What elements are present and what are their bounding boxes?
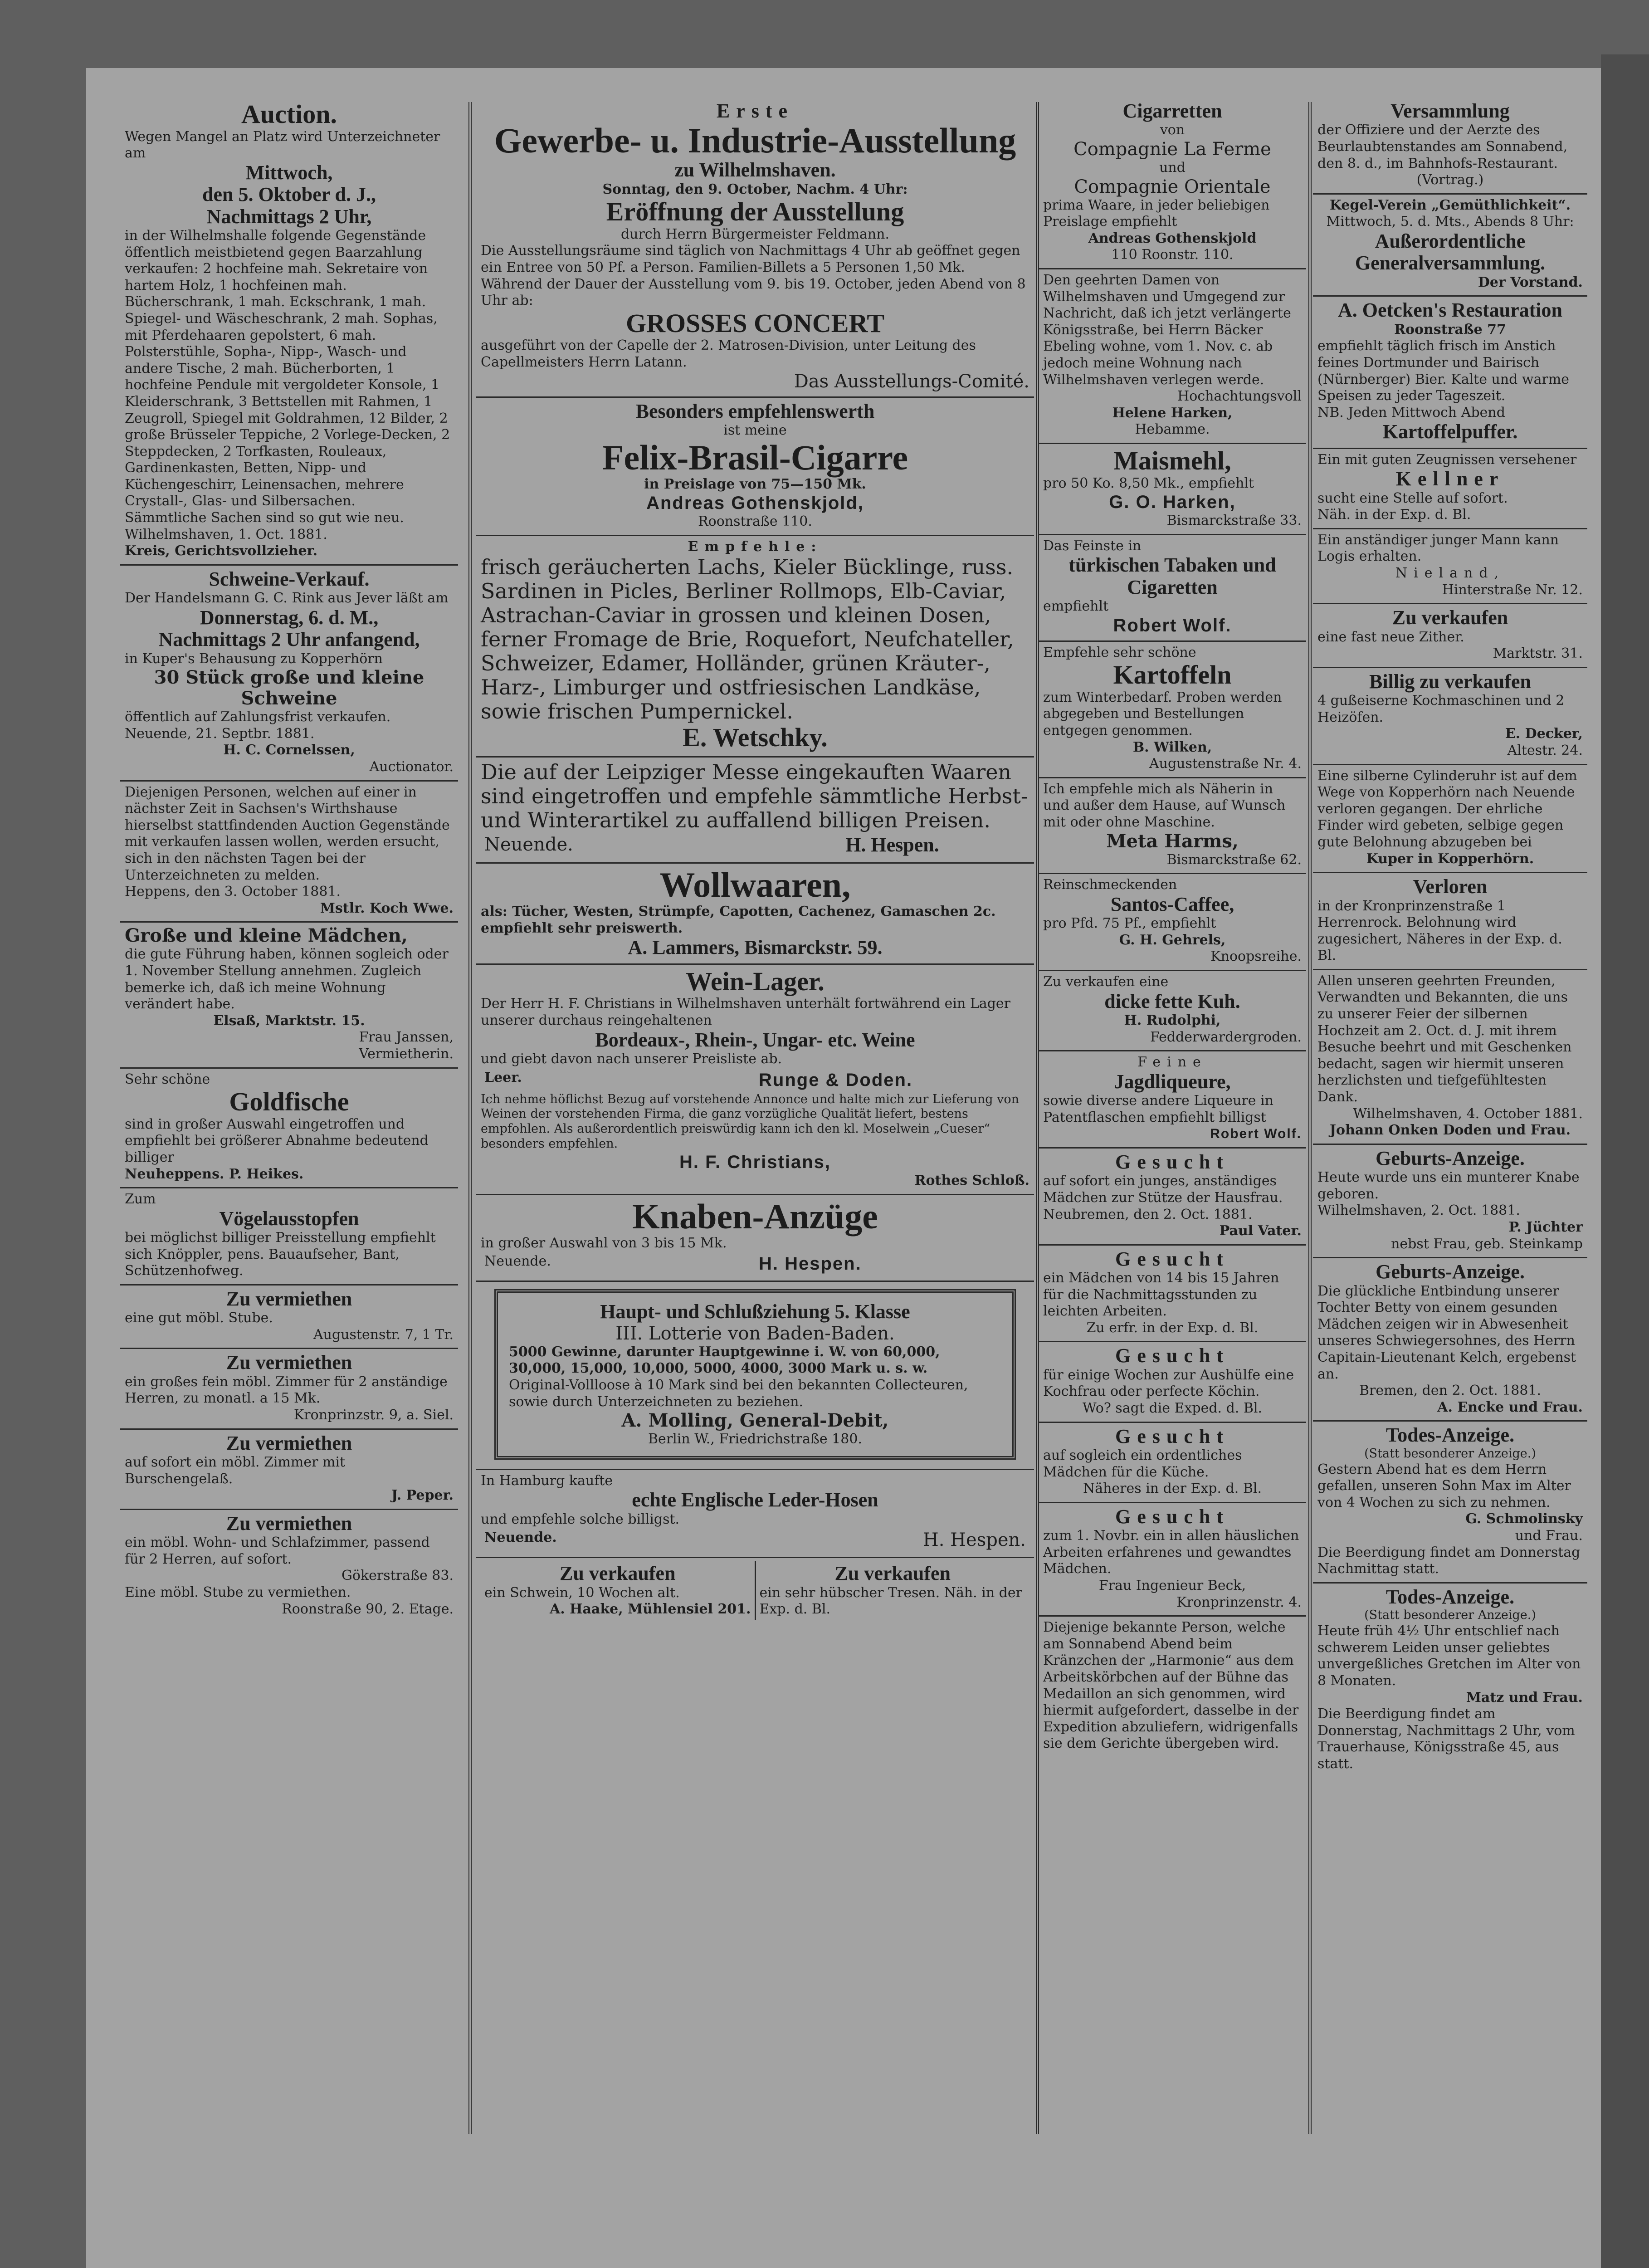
ad-role: Auctionator. — [369, 759, 454, 775]
ad-title: Vögelausstopfen — [219, 1207, 359, 1230]
ad-title: türkischen Tabaken und Cigaretten — [1068, 554, 1276, 598]
ad-address: Knoopsreihe. — [1210, 948, 1302, 965]
ad-address: Bismarckstraße 33. — [1166, 513, 1302, 529]
ad-time: Nachmittags 2 Uhr anfangend, — [158, 628, 420, 651]
ad-price: in Preislage von 75—150 Mk. — [644, 476, 866, 492]
ad-text: Sehr schöne — [125, 1071, 210, 1087]
ad-title: Haupt- und Schlußziehung 5. Klasse — [600, 1300, 910, 1323]
ad-signature: G. H. Gehrels, — [1119, 932, 1226, 948]
ad-exhibition — [476, 98, 1034, 398]
ad-address: Augustenstr. 7, 1 Tr. — [313, 1326, 454, 1343]
ad-address: Roonstraße 77 — [1394, 321, 1506, 337]
ad-title: Zu verkaufen — [834, 1562, 951, 1585]
ad-subtitle: zu Wilhelmshaven. — [674, 159, 836, 181]
ad-address: Berlin W., Friedrichstraße 180. — [648, 1431, 862, 1447]
ad-sale-counter — [755, 1561, 1030, 1620]
ad-text: die gute Führung haben, können sogleich oder 1. November Stellung annehmen. Zugleich bemerke ich, daß ich meine Wohnung verändert habe. — [125, 946, 449, 1012]
ad-signature: E. Wetschky. — [683, 722, 828, 752]
ad-address: Roonstraße 110. — [698, 513, 812, 530]
ad-address: Roonstraße 90, 2. Etage. — [282, 1601, 454, 1617]
ad-zither — [1313, 604, 1587, 668]
ad-text: Empfehle sehr schöne — [1043, 644, 1196, 660]
ad-text: Die Ausstellungsräume sind täglich von Nachmittags 4 Uhr ab geöffnet gegen ein Entree von 50 Pf. a Person. Familien-Billets a 5 Personen 1,50 Mk. — [481, 243, 1020, 276]
ad-signature: Runge & Doden. — [759, 1070, 913, 1090]
ad-place: Leer. — [484, 1069, 522, 1085]
ad-text: zum 1. Novbr. ein in allen häuslichen Arbeiten erfahrenes und gewandtes Mädchen. — [1043, 1528, 1299, 1577]
ad-taxidermy — [120, 1188, 458, 1286]
ad-text: Das Feinste in — [1043, 538, 1142, 554]
ad-wanted-3 — [1039, 1342, 1306, 1422]
ad-meeting — [1313, 98, 1587, 195]
ad-text: ein Schwein, 10 Wochen alt. — [484, 1584, 680, 1601]
ad-title: Knaben-Anzüge — [632, 1196, 878, 1236]
ad-signature: nebst Frau, geb. Steinkamp — [1391, 1236, 1583, 1252]
ad-text: Ich nehme höflichst Bezug auf vorstehende Annonce und halte mich zur Lieferung von Weinen der vorstehenden Firma, die ganz vorzügliche Qualität liefert, bestens empfohlen. Als außerordentlich preiswürdig kann ich den kl. Moselwein „Cueser“ besonders empfehlen. — [481, 1092, 1020, 1151]
ad-place: Neuende. — [484, 834, 573, 855]
ad-note: (Vortrag.) — [1416, 172, 1484, 188]
ad-place-date: Neuende, 21. Septbr. 1881. — [125, 725, 315, 742]
ad-date: den 5. Oktober d. J., — [202, 183, 376, 206]
ad-title: Gesucht — [1115, 1247, 1229, 1270]
ad-title: Gewerbe- u. Industrie-Ausstellung — [494, 121, 1016, 161]
ad-text: empfiehlt — [1043, 598, 1109, 615]
ad-title: Wollwaaren, — [659, 865, 851, 905]
ad-text: durch Herrn Bürgermeister Feldmann. — [620, 226, 890, 242]
ad-delicatessen — [476, 536, 1034, 758]
ad-text: Feine — [1137, 1054, 1207, 1070]
ad-cigarettes — [1039, 98, 1306, 269]
ad-signature: G. O. Harken, — [1109, 492, 1236, 513]
ad-place-date: Wilhelmshaven, 4. October 1881. — [1353, 1105, 1583, 1122]
ad-girls — [120, 923, 458, 1068]
column-rule — [468, 102, 472, 2134]
ad-title: Todes-Anzeige. — [1386, 1585, 1515, 1608]
ad-rent-1 — [120, 1286, 458, 1349]
ad-reference: Wo? sagt die Exped. d. Bl. — [1082, 1400, 1263, 1417]
column-2 — [476, 98, 1034, 2146]
ad-title: Zu verkaufen — [560, 1562, 676, 1585]
ad-text: auf sofort ein möbl. Zimmer mit Burschengelaß. — [125, 1454, 346, 1487]
ad-title: Zu vermiethen — [226, 1287, 352, 1310]
ad-time: Nachmittags 2 Uhr, — [206, 205, 372, 228]
ad-text: Allen unseren geehrten Freunden, Verwandten und Bekannten, die uns zu unserer Feier der silbernen Hochzeit am 2. Oct. d. J. mit ihrem Besuche beehrt und mit Geschenken bedacht, sagen wir hiermit unseren herzlichsten und tiefgefühltesten Dank. — [1317, 973, 1572, 1105]
ad-wedding-thanks — [1313, 970, 1587, 1145]
ad-headline: Kartoffelpuffer. — [1382, 420, 1518, 443]
ad-medallion-notice — [1039, 1617, 1306, 1757]
ad-signature: Matz und Frau. — [1466, 1689, 1583, 1706]
ad-text: für einige Wochen zur Aushülfe eine Kochfrau oder perfecte Köchin. — [1043, 1367, 1294, 1400]
column-4 — [1313, 98, 1587, 2146]
page-edge-shadow — [1601, 54, 1649, 2268]
ad-signature: Frau Ingenieur Beck, — [1098, 1577, 1246, 1593]
ad-text: Heute wurde uns ein munterer Knabe geboren. — [1317, 1169, 1580, 1202]
ad-text: zum Winterbedarf. Proben werden abgegeben und Bestellungen entgegen genommen. — [1043, 689, 1282, 739]
ad-text: Hochachtungsvoll — [1177, 388, 1302, 405]
ad-headline: Eröffnung der Ausstellung — [606, 197, 904, 227]
ad-text: Ein anständiger junger Mann kann Logis erhalten. — [1317, 532, 1559, 565]
ad-address: Kronprinzstr. 9, a. Siel. — [293, 1407, 454, 1423]
ad-tobacco — [1039, 535, 1306, 642]
ad-text: Zu verkaufen eine — [1043, 974, 1169, 990]
ad-text: Diejenige bekannte Person, welche am Sonnabend Abend beim Kränzchen der „Harmonie“ aus dem Arbeitskörbchen auf der Bühne das Medaillon an sich genommen, wird hiermit aufgefordert, dasselbe in der Expedition abzuliefern, widrigenfalls sie dem Gerichte übergeben wird. — [1043, 1619, 1299, 1752]
ad-signature: A. Lammers, Bismarckstr. 59. — [628, 936, 883, 959]
ad-birth-1 — [1313, 1145, 1587, 1258]
ad-note: NB. Jeden Mittwoch Abend — [1317, 404, 1505, 420]
column-3 — [1039, 98, 1306, 2146]
ad-place-date: Wilhelmshaven, 2. Oct. 1881. — [1317, 1202, 1520, 1219]
ad-signature: Helene Harken, — [1112, 405, 1233, 421]
ad-headline: Bordeaux-, Rhein-, Ungar- etc. Weine — [595, 1028, 915, 1051]
ad-wool — [476, 864, 1034, 964]
ad-potatoes — [1039, 642, 1306, 778]
ad-wanted-2 — [1039, 1246, 1306, 1343]
ad-text: sowie diverse andere Liqueure in Patentflaschen empfiehlt billigst — [1043, 1093, 1274, 1125]
ad-title: Todes-Anzeige. — [1386, 1424, 1515, 1447]
lottery-frame — [494, 1289, 1016, 1459]
ad-address: Rothes Schloß. — [914, 1173, 1029, 1189]
ad-text: Die auf der Leipziger Messe eingekauften Waaren sind eingetroffen und empfehle sämmtliche Herbst- und Winterartikel zu auffallend billigen Preisen. — [481, 760, 1028, 832]
ad-rent-4 — [120, 1510, 458, 1622]
ad-address: Elsaß, Marktstr. 15. — [213, 1012, 365, 1029]
ad-title: Zu verkaufen — [1392, 606, 1508, 629]
ad-title: Jagdliqueure, — [1114, 1070, 1231, 1093]
ad-text: Wegen Mangel an Platz wird Unterzeichneter am — [125, 128, 440, 161]
ad-pretitle: Empfehle: — [688, 538, 823, 555]
ad-role: Hebamme. — [1135, 421, 1210, 438]
ad-coffee — [1039, 874, 1306, 971]
ad-signature: Kreis, Gerichtsvollzieher. — [125, 543, 318, 559]
ad-text: ausgeführt von der Capelle der 2. Matrosen-Division, unter Leitung des Capellmeisters Herrn Latann. — [481, 337, 976, 371]
ad-address: Altestr. 24. — [1507, 742, 1583, 758]
ad-title: Gesucht — [1115, 1150, 1229, 1173]
ad-signature: Andreas Gothenskjold, — [646, 493, 864, 513]
ad-signature: Das Ausstellungs-Comité. — [794, 371, 1029, 392]
ad-address: Hinterstraße Nr. 12. — [1442, 582, 1583, 598]
ad-date: Sonntag, den 9. October, Nachm. 4 Uhr: — [602, 181, 908, 197]
ad-text: Reinschmeckenden — [1043, 877, 1177, 893]
ad-signature: A. Molling, General-Debit, — [621, 1410, 889, 1432]
ad-lodging — [1313, 529, 1587, 604]
ad-cigar — [476, 398, 1034, 536]
ad-text: Gestern Abend hat es dem Herrn gefallen, unseren Sohn Max im Alter von 4 Wochen zu sich zu nehmen. — [1317, 1461, 1571, 1510]
ad-boys-suits — [476, 1195, 1034, 1282]
ad-title: A. Oetcken's Restauration — [1338, 299, 1562, 322]
ad-text: in großer Auswahl von 3 bis 15 Mk. — [481, 1235, 727, 1251]
ad-text: auf sofort ein junges, anständiges Mädchen zur Stütze der Hausfrau. — [1043, 1173, 1283, 1206]
ad-role: Vermietherin. — [359, 1046, 454, 1062]
ad-text: ein großes fein möbl. Zimmer für 2 anständige Herren, zu monatl. a 15 Mk. — [125, 1374, 448, 1407]
ad-text: bei möglichst billiger Preisstellung empfiehlt sich Knöppler, pens. Bauaufseher, Bant, Schützenhofweg. — [125, 1230, 436, 1279]
ad-auction — [120, 98, 458, 566]
ad-text: in der Wilhelmshalle folgende Gegenstände öffentlich meistbietend gegen Baarzahlung verkaufen: 2 hochfeine mah. Sekretaire von hartem Holz, 1 hochfeinen mah. Bücherschrank, 1 mah. Eckschrank, 1 mah. Spiegel- und Wäscheschrank, 2 mah. Sophas, mit Pferdehaaren gepolstert, 6 mah. Polsterstühle, Sopha-, Nipp-, Wasch- und andere Tische, 2 mah. Bücherborten, 1 hochfeine Pendule mit vergoldeter Konsole, 1 Kleiderschrank, 3 Bettstellen mit Rahmen, 1 Zeugroll, Spiegel mit Goldrahmen, 12 Bilder, 2 große Brüsseler Teppiche, 2 Vorlege-Decken, 2 Steppdecken, 2 Torfkasten, Rouleaux, Gardinenkasten, Betten, Nipp- und Küchengeschirr, Leinensachen, mehrere Crystall-, Glas- und Silbersachen. — [125, 227, 450, 509]
ad-address: Kronprinzenstr. 4. — [1176, 1594, 1302, 1610]
ad-text: Während der Dauer der Ausstellung vom 9. bis 19. October, jeden Abend von 8 Uhr ab: — [481, 276, 1026, 309]
ad-rent-2 — [120, 1349, 458, 1429]
ad-address: 110 Roonstr. 110. — [1111, 247, 1234, 263]
ad-maize — [1039, 444, 1306, 535]
ad-title: Versammlung — [1390, 100, 1510, 122]
ad-restaurant — [1313, 297, 1587, 449]
ad-text: Ich empfehle mich als Näherin in und außer dem Hause, auf Wunsch mit oder ohne Maschine. — [1043, 781, 1286, 831]
ad-leipzig-fair — [476, 758, 1034, 864]
ad-text: in der Kronprinzenstraße 1 Herrenrock. Belohnung wird zugesichert, Näheres in der Exp. d. Bl. — [1317, 898, 1562, 964]
ad-signature: Paul Vater. — [1219, 1223, 1302, 1239]
ad-rent-3 — [120, 1430, 458, 1510]
ad-reference: Näheres in der Exp. d. Bl. — [1083, 1481, 1262, 1497]
ad-signature: A. Haake, Mühlensiel 201. — [549, 1601, 751, 1618]
ad-signature: B. Wilken, — [1132, 739, 1212, 755]
ad-title: Santos-Caffee, — [1110, 893, 1234, 915]
ad-text: Der Herr H. F. Christians in Wilhelmshaven unterhält fortwährend ein Lager unserer durchaus reingehaltenen — [481, 996, 1010, 1028]
ad-text: Zum — [125, 1191, 156, 1207]
ad-auction-notice — [120, 782, 458, 923]
ad-signature: H. Rudolphi, — [1124, 1012, 1221, 1028]
ad-title: Zu vermiethen — [226, 1432, 352, 1454]
ad-title: Kellner — [1395, 468, 1505, 490]
ad-signature: H. Hespen. — [759, 1254, 862, 1274]
ad-text: Mittwoch, 5. d. Mts., Abends 8 Uhr: — [1326, 214, 1574, 230]
ad-signature: E. Decker, — [1505, 726, 1583, 742]
column-rule — [1308, 102, 1312, 2134]
ad-signature: A. Encke und Frau. — [1437, 1399, 1583, 1415]
ad-title: Geburts-Anzeige. — [1376, 1261, 1525, 1283]
ad-signature: P. Jüchter — [1508, 1219, 1583, 1235]
ad-signature: Mstlr. Koch Wwe. — [320, 900, 454, 916]
ad-text: pro 50 Ko. 8,50 Mk., empfiehlt — [1043, 475, 1254, 491]
ad-text: ein möbl. Wohn- und Schlafzimmer, passend für 2 Herren, auf sofort. — [125, 1535, 430, 1567]
ad-text: Heute früh 4½ Uhr entschlief nach schwerem Leiden unser geliebtes unvergeßliches Gretchen im Alter von 8 Monaten. — [1317, 1623, 1581, 1689]
ad-title: Geburts-Anzeige. — [1376, 1147, 1525, 1169]
ad-text: In Hamburg kaufte — [481, 1472, 613, 1489]
ad-footer-row — [481, 1068, 1029, 1092]
ad-address: Marktstr. 31. — [1493, 645, 1583, 662]
ad-signature: J. Peper. — [391, 1487, 454, 1504]
ad-title: Goldfische — [229, 1087, 349, 1117]
ad-address: Gökerstraße 83. — [341, 1568, 454, 1584]
ad-title: echte Englische Leder-Hosen — [632, 1489, 878, 1511]
ad-text: frisch geräucherten Lachs, Kieler Bücklinge, russ. Sardinen in Picles, Berliner Rollmops, Elb-Caviar, Astrachan-Caviar in grossen und kleinen Dosen, ferner Fromage de Brie, Roquefort, Neufchateller, Schweizer, Edamer, Holländer, grünen Kräuter-, Harz-, Limburger und ostfriesischen Landkäse, sowie frischen Pumpernickel. — [481, 555, 1014, 723]
ad-reference: Näh. in der Exp. d. Bl. — [1317, 507, 1471, 523]
ad-reference: Zu erfr. in der Exp. d. Bl. — [1086, 1320, 1259, 1336]
ad-title: dicke fette Kuh. — [1104, 990, 1240, 1012]
ad-footer-row — [481, 1528, 1029, 1552]
ad-signature: H. Hespen. — [922, 1530, 1026, 1551]
ad-seamstress — [1039, 778, 1306, 874]
ad-text: öffentlich auf Zahlungsfrist verkaufen. — [125, 709, 391, 725]
ad-text: Original-Vollloose à 10 Mark sind bei den bekannten Collecteuren, sowie durch Unterzeichneten zu beziehen. — [509, 1377, 968, 1410]
ad-signature: Robert Wolf. — [1210, 1126, 1302, 1142]
ad-title: Schweine-Verkauf. — [209, 567, 370, 590]
ad-signature: H. F. Christians, — [679, 1152, 831, 1173]
ad-text: Die Beerdigung findet am Donnerstag Nachmittag statt. — [1317, 1544, 1581, 1577]
ad-text: ein sehr hübscher Tresen. Näh. in der Exp. d. Bl. — [759, 1584, 1022, 1618]
ad-subtitle: III. Lotterie von Baden-Baden. — [615, 1323, 895, 1344]
ad-text: empfiehlt täglich frisch im Anstich feines Dortmunder und Bairisch (Nürnberger) Bier. Kalte und warme Speisen zu jeder Tageszeit. — [1317, 338, 1570, 404]
ad-text: ein Mädchen von 14 bis 15 Jahren für die Nachmittagsstunden zu leichten Arbeiten. — [1043, 1270, 1279, 1320]
ad-text: Ein mit guten Zeugnissen versehener — [1317, 451, 1577, 468]
ad-text: Diejenigen Personen, welchen auf einer in nächster Zeit in Sachsen's Wirthshause hierselbst stattfindenden Auction Gegenstände mit verkaufen lassen wollen, werden ersucht, sich in den nächsten Tagen bei der Unterzeichneten zu melden. — [125, 784, 450, 883]
ad-place-date: Neubremen, den 2. Oct. 1881. — [1043, 1206, 1253, 1222]
ad-day: Mittwoch, — [245, 161, 333, 184]
ad-text: eine fast neue Zither. — [1317, 629, 1464, 645]
ad-place-date: Heppens, den 3. October 1881. — [125, 884, 341, 900]
ad-headline: Außerordentliche Generalversammlung. — [1355, 230, 1546, 274]
ad-lost-watch — [1313, 765, 1587, 874]
ad-text: ist meine — [723, 422, 787, 439]
ad-leather-trousers — [476, 1470, 1034, 1559]
ad-title: Zu vermiethen — [226, 1512, 352, 1535]
ad-birth-2 — [1313, 1258, 1587, 1422]
ad-title: Wein-Lager. — [686, 966, 824, 996]
ad-midwife — [1039, 269, 1306, 444]
ad-text: als: Tücher, Westen, Strümpfe, Capotten, Cachenez, Gamaschen 2c. empfiehlt sehr preiswerth. — [481, 904, 996, 936]
ad-death-1 — [1313, 1422, 1587, 1583]
ad-text: von — [1160, 122, 1185, 138]
ad-text: und — [1159, 159, 1186, 176]
ad-text: auf sogleich ein ordentliches Mädchen für die Küche. — [1043, 1447, 1242, 1480]
ad-text: sind in großer Auswahl eingetroffen und empfiehlt bei größerer Abnahme bedeutend billiger — [125, 1116, 429, 1165]
ad-goldfish — [120, 1069, 458, 1189]
ad-pigs — [120, 566, 458, 782]
ad-text: Den geehrten Damen von Wilhelmshaven und Umgegend zur Nachricht, daß ich jetzt verlängerte Königsstraße, bei Herrn Bäcker Ebeling wohne, vom 1. Nov. c. ab jedoch meine Wohnung nach Wilhelmshaven verlegen werde. — [1043, 272, 1291, 388]
ad-company: Compagnie La Ferme — [1073, 138, 1271, 160]
ad-text: eine gut möbl. Stube. — [125, 1310, 273, 1326]
ad-place: Neuende. — [484, 1253, 551, 1270]
ad-wine — [476, 965, 1034, 1195]
ad-signature: Neuheppens. P. Heikes. — [125, 1166, 304, 1182]
ad-title: Kartoffeln — [1113, 660, 1232, 690]
ad-death-2 — [1313, 1584, 1587, 1777]
ad-text: Eine silberne Cylinderuhr ist auf dem Wege von Kopperhörn nach Neuende verloren gegangen. Der ehrliche Finder wird gebeten, selbige gegen gute Belohnung abzugeben bei — [1317, 767, 1577, 850]
ad-text: in Kuper's Behausung zu Kopperhörn — [125, 650, 383, 667]
ad-signature: Der Vorstand. — [1478, 274, 1583, 290]
ad-title: Cigarretten — [1122, 100, 1222, 122]
ad-text: Eine möbl. Stube zu vermiethen. — [125, 1584, 351, 1600]
ad-place-date: Wilhelmshaven, 1. Oct. 1881. — [125, 526, 327, 543]
ad-wanted-1 — [1039, 1149, 1306, 1246]
ad-wanted-5 — [1039, 1503, 1306, 1617]
ad-title: Gesucht — [1115, 1344, 1229, 1367]
ad-place-date: Bremen, den 2. Oct. 1881. — [1359, 1383, 1542, 1399]
ad-headline: GROSSES CONCERT — [625, 308, 885, 338]
ad-note: Sämmtliche Sachen sind so gut wie neu. — [125, 510, 404, 526]
ad-signature: Kuper in Kopperhörn. — [1366, 850, 1534, 867]
ad-sale-pig — [481, 1561, 755, 1620]
ad-title: Billig zu verkaufen — [1369, 670, 1531, 693]
ad-offer: 30 Stück große und kleine Schweine — [154, 667, 424, 709]
ad-text: Die glückliche Entbindung unserer Tochter Betty von einem gesunden Mädchen zeigen wir in Abwesenheit unseres Schwiegersohnes, des Herrn Capitain-Lieutenant Kelch, ergebenst an. — [1317, 1283, 1576, 1382]
ad-company: Compagnie Orientale — [1074, 176, 1271, 197]
ad-signature: Robert Wolf. — [1113, 615, 1232, 635]
ad-place: Neuende. — [484, 1530, 557, 1546]
ad-title: Verloren — [1413, 875, 1488, 898]
ad-note: (Statt besonderer Anzeige.) — [1364, 1608, 1536, 1623]
ad-title: Zu vermiethen — [226, 1351, 352, 1374]
ad-title: Kegel-Verein „Gemüthlichkeit“. — [1329, 197, 1571, 213]
ad-signature: Johann Onken Doden und Frau. — [1329, 1122, 1571, 1139]
ad-title: Große und kleine Mädchen, — [125, 925, 408, 947]
ad-signature: H. C. Cornelssen, — [223, 742, 355, 758]
ad-for-sale-pair — [476, 1558, 1034, 1624]
ad-liqueur — [1039, 1051, 1306, 1149]
ad-stoves — [1313, 668, 1587, 765]
ad-title: Auction. — [241, 99, 337, 129]
ad-signature: H. Hespen. — [845, 833, 939, 856]
ad-footer-row — [481, 1251, 1029, 1276]
ad-signature: und Frau. — [1515, 1528, 1583, 1544]
ad-lost-coat — [1313, 873, 1587, 970]
ad-address: Fedderwardergroden. — [1150, 1029, 1302, 1045]
ad-address: Augustenstraße Nr. 4. — [1149, 756, 1302, 772]
ad-pretitle: Erste — [716, 100, 794, 122]
ad-signature: Meta Harms, — [1106, 830, 1239, 852]
ad-cow — [1039, 971, 1306, 1051]
ad-text: und giebt davon nach unserer Preisliste ab. — [481, 1051, 782, 1067]
ad-text: Die Beerdigung findet am Donnerstag, Nachmittags 2 Uhr, vom Trauerhause, Königsstraße 45, aus statt. — [1317, 1706, 1575, 1772]
ad-text: und empfehle solche billigst. — [481, 1511, 680, 1527]
column-1 — [120, 98, 458, 2146]
ad-text: sucht eine Stelle auf sofort. — [1317, 490, 1508, 506]
ad-text: 4 gußeiserne Kochmaschinen und 2 Heizöfen. — [1317, 693, 1565, 725]
ad-signature: Nieland, — [1395, 565, 1505, 582]
ad-text: Der Handelsmann G. C. Rink aus Jever läßt am — [125, 590, 449, 606]
ad-note: (Statt besonderer Anzeige.) — [1364, 1446, 1536, 1461]
ad-bowling-club — [1313, 195, 1587, 297]
ad-signature: Andreas Gothenskjold — [1088, 230, 1257, 246]
ad-footer-row — [481, 832, 1029, 858]
ad-address: Bismarckstraße 62. — [1166, 851, 1302, 868]
ad-wanted-4 — [1039, 1423, 1306, 1503]
ad-text: 5000 Gewinne, darunter Hauptgewinne i. W. von 60,000, 30,000, 15,000, 10,000, 5000, 4000, 3000 Mark u. s. w. — [509, 1344, 940, 1377]
ad-signature: Frau Janssen, — [359, 1029, 454, 1046]
ad-text: prima Waare, in jeder beliebigen Preislage empfiehlt — [1043, 197, 1270, 230]
ad-lottery — [476, 1282, 1034, 1470]
ad-day: Donnerstag, 6. d. M., — [200, 606, 379, 629]
ad-pretitle: Besonders empfehlenswerth — [635, 400, 875, 422]
ad-title: Felix-Brasil-Cigarre — [602, 437, 908, 477]
ad-title: Maismehl, — [1113, 445, 1231, 475]
ad-waiter — [1313, 449, 1587, 529]
ad-text: pro Pfd. 75 Pf., empfiehlt — [1043, 915, 1216, 932]
ad-signature: G. Schmolinsky — [1465, 1511, 1583, 1527]
ad-title: Gesucht — [1115, 1505, 1229, 1528]
ad-text: der Offiziere und der Aerzte des Beurlaubtenstandes am Sonnabend, den 8. d., im Bahnhofs-Restaurant. — [1317, 122, 1568, 171]
ad-title: Gesucht — [1115, 1425, 1229, 1447]
